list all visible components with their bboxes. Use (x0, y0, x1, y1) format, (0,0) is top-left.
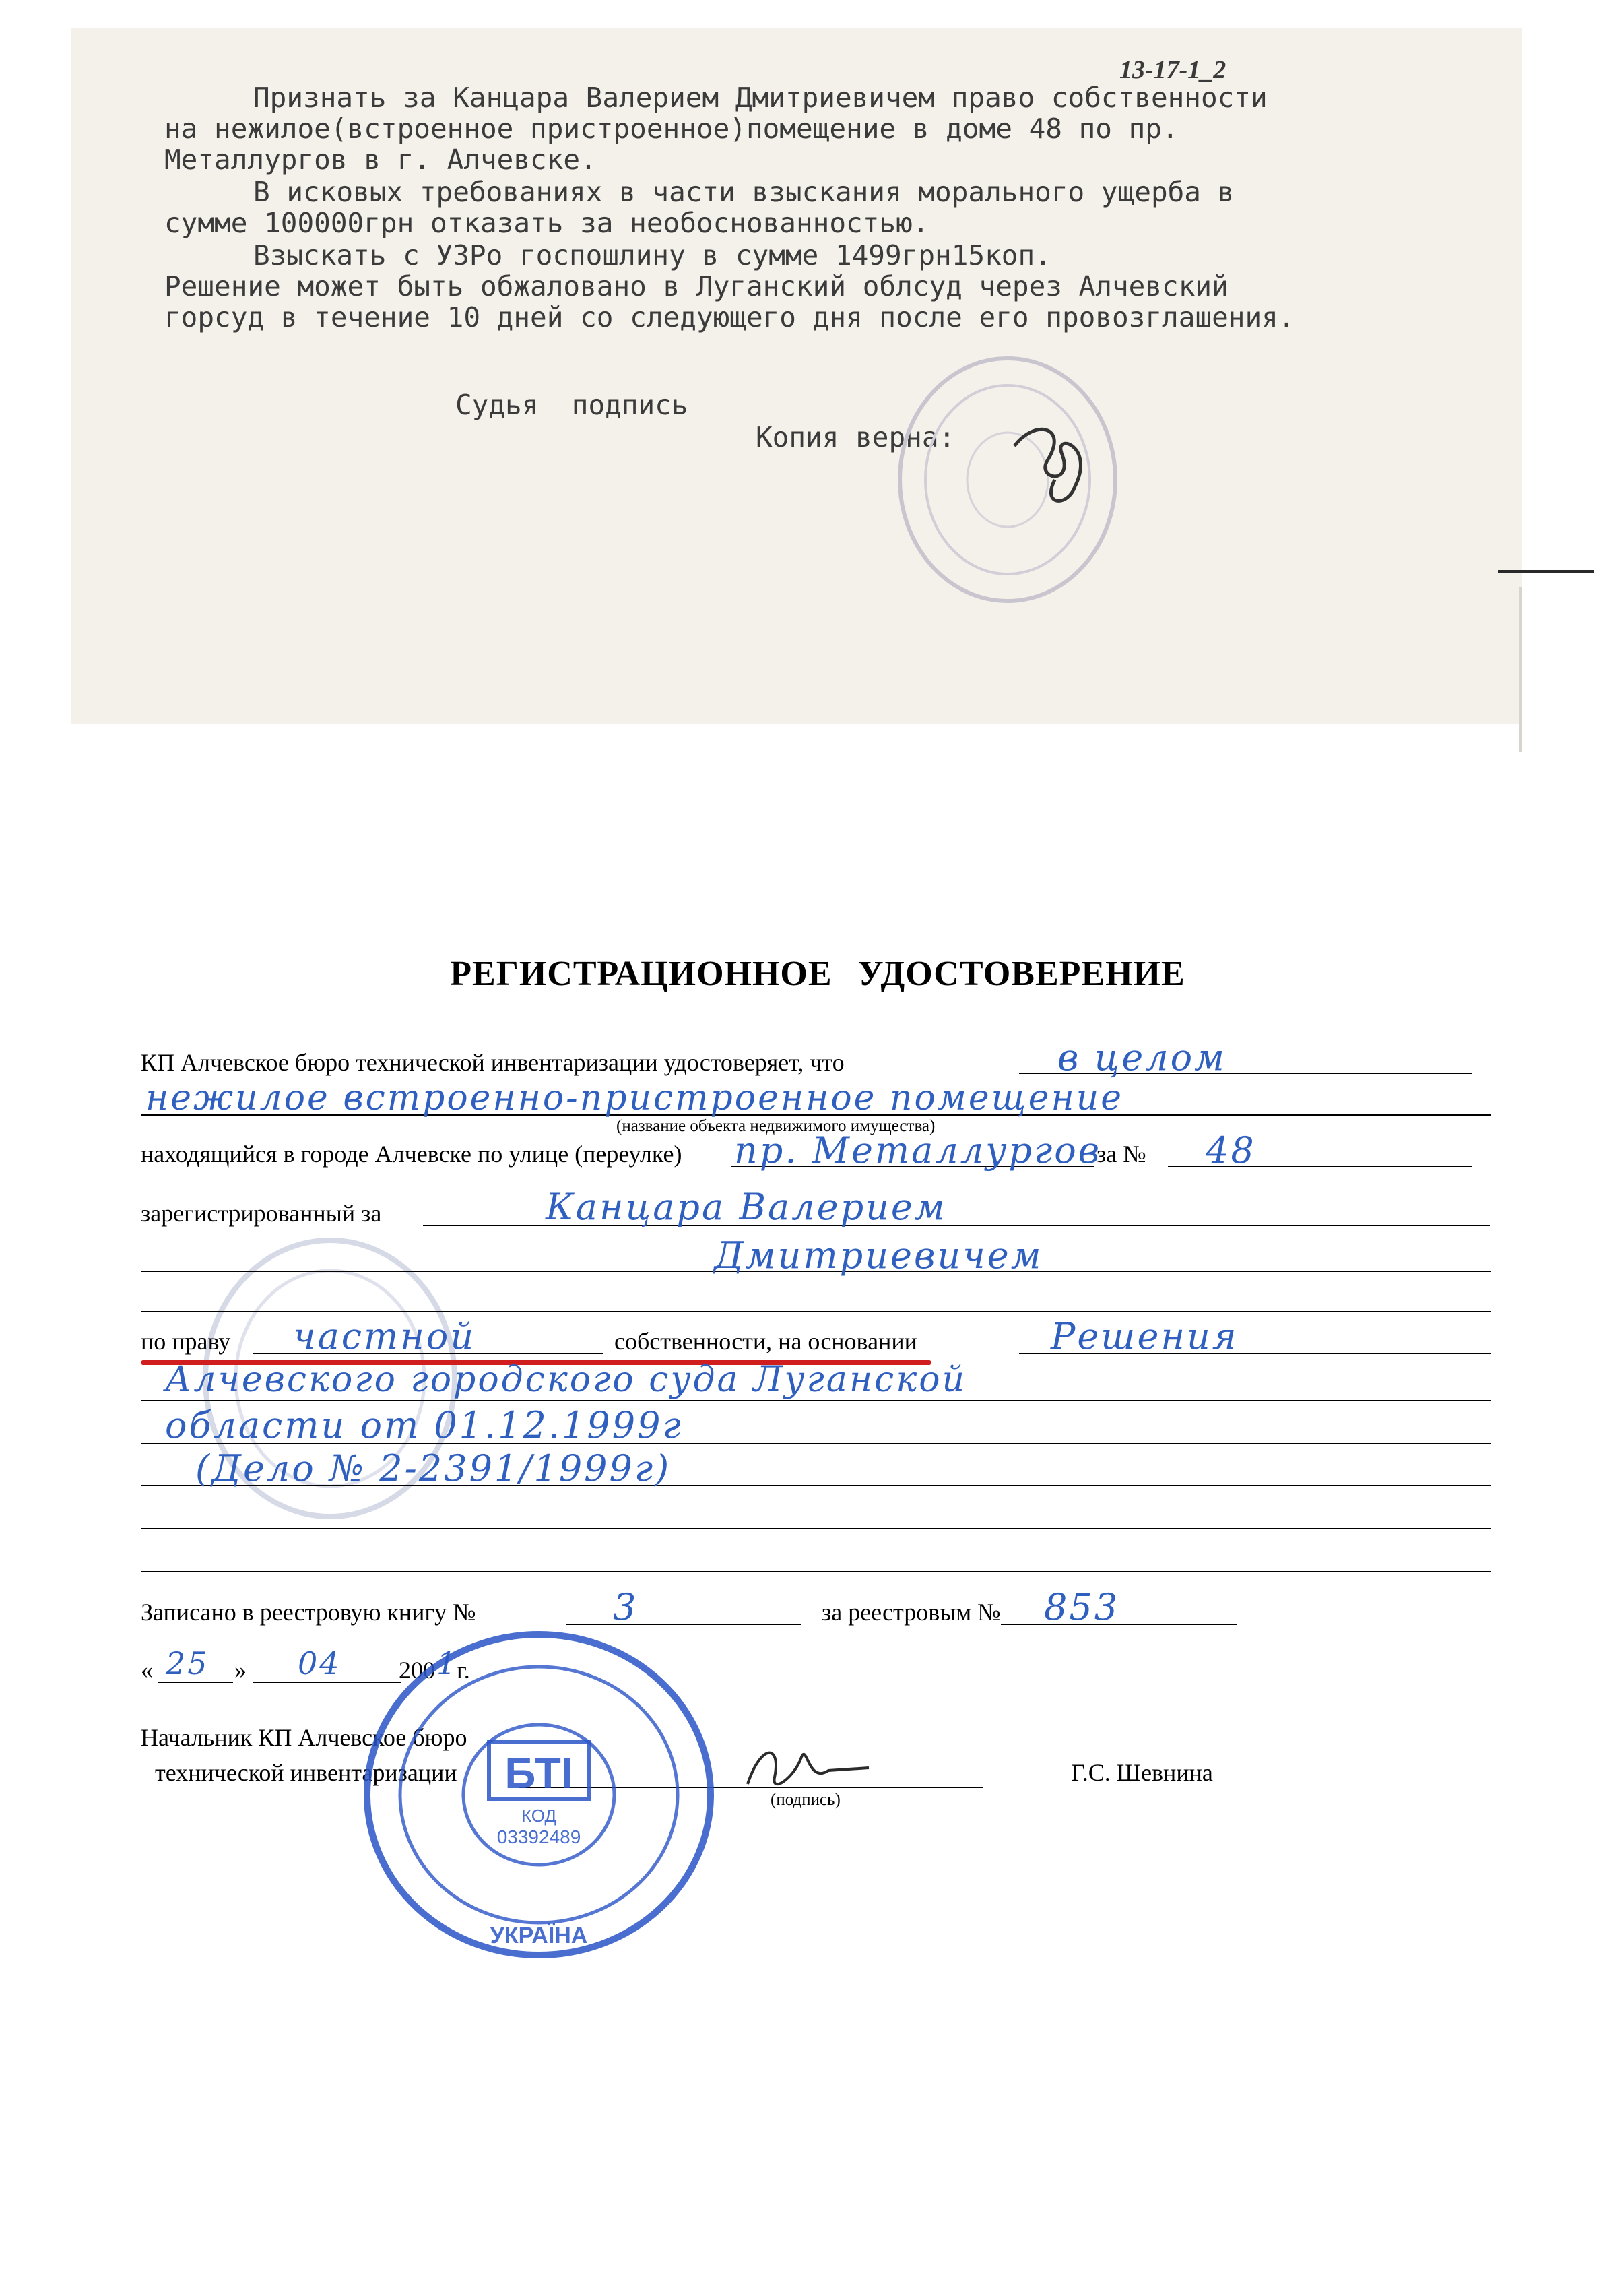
decision-line-6: Взыскать с УЗРо госпошлину в сумме 1499грн15коп. (253, 239, 1051, 272)
head-name: Г.С. Шевнина (1071, 1759, 1213, 1786)
object-hw-2: нежилое встроенно-пристроенное помещение (145, 1078, 1123, 1118)
date-day-underline (158, 1682, 233, 1683)
house-number-label: за № (1097, 1141, 1146, 1168)
copy-signature-icon (994, 406, 1115, 527)
owner-hw-2: Дмитриевичем (714, 1234, 1043, 1277)
registry-number-label: за реестровым № (822, 1599, 1001, 1626)
basis-hw-2: Алчевского городского суда Луганской (165, 1360, 967, 1400)
head-title-line-2: технической инвентаризации (155, 1759, 457, 1786)
decision-line-8: горсуд в течение 10 дней со следующего дня после его провозглашения. (164, 301, 1295, 333)
decision-line-1: Признать за Канцара Валерием Дмитриевичем право собственности (253, 82, 1268, 114)
date-year-label: 200 (399, 1657, 435, 1684)
address-label: находящийся в городе Алчевске по улице (переулке) (141, 1141, 682, 1168)
judge-signature-label: Судья подпись (455, 389, 688, 421)
date-year-hw: 1 (436, 1645, 459, 1682)
basis-underline-2 (141, 1400, 1491, 1401)
registry-number-hw: 853 (1044, 1586, 1120, 1628)
basis-hw-1: Решения (1051, 1315, 1239, 1358)
decision-line-5: сумме 100000грн отказать за необоснованностью. (164, 207, 929, 239)
decision-line-7: Решение может быть обжаловано в Луганский облсуд через Алчевский (164, 270, 1229, 302)
date-day-hw: 25 (166, 1645, 209, 1682)
signature-caption: (подпись) (771, 1791, 841, 1809)
owner-hw-1: Канцара Валерием (546, 1186, 947, 1228)
registry-book-underline (566, 1624, 802, 1625)
object-caption: (название объекта недвижимого имущества) (616, 1117, 936, 1135)
object-hw-1: в целом (1057, 1036, 1226, 1079)
decision-line-3: Металлургов в г. Алчевске. (164, 144, 597, 176)
scan-edge-rule (1498, 570, 1594, 573)
street-hw: пр. Металлургов (734, 1129, 1102, 1172)
decision-line-4: В исковых требованиях в части взыскания морального ущерба в (253, 176, 1235, 208)
date-suffix: г. (457, 1657, 470, 1684)
certifies-label: КП Алчевское бюро технической инвентаризации удостоверяет, что (141, 1049, 845, 1076)
certificate-title: РЕГИСТРАЦИОННОЕ УДОСТОВЕРЕНИЕ (450, 955, 1185, 993)
bti-seal-icon (357, 1626, 721, 1963)
basis-hw-4: (Дело № 2-2391/1999г) (195, 1447, 672, 1490)
registration-certificate (101, 853, 1534, 1985)
right-type-hw: частной (293, 1315, 476, 1358)
svg-text:03392489: 03392489 (496, 1826, 581, 1847)
svg-text:БТІ: БТІ (504, 1749, 573, 1797)
decision-line-2: на нежилое(встроенное пристроенное)помещение в доме 48 по пр. (164, 113, 1179, 145)
svg-text:КОД: КОД (521, 1806, 557, 1826)
owner-underline-3 (141, 1311, 1491, 1312)
right-label: по праву (141, 1328, 231, 1355)
court-decision-scan (71, 28, 1522, 724)
date-month-hw: 04 (298, 1645, 341, 1682)
scan-edge-shadow (1519, 587, 1522, 752)
head-signature-icon (734, 1737, 896, 1797)
basis-label: собственности, на основании (614, 1328, 917, 1355)
head-title-line-1: Начальник КП Алчевское бюро (141, 1724, 467, 1751)
basis-underline-6 (141, 1571, 1491, 1572)
copy-true-label: Копия верна: (756, 421, 956, 453)
registered-to-label: зарегистрированный за (141, 1200, 382, 1227)
registry-book-hw: 3 (613, 1586, 639, 1628)
basis-underline-5 (141, 1528, 1491, 1529)
registry-book-label: Записано в реестровую книгу № (141, 1599, 476, 1626)
basis-hw-3: области от 01.12.1999г (165, 1404, 683, 1446)
house-number-hw: 48 (1206, 1129, 1256, 1172)
svg-text:УКРАЇНА: УКРАЇНА (490, 1923, 588, 1948)
page-code: 13-17-1_2 (1119, 56, 1226, 84)
date-close-quote: » (234, 1657, 247, 1684)
date-open-quote: « (141, 1657, 153, 1684)
